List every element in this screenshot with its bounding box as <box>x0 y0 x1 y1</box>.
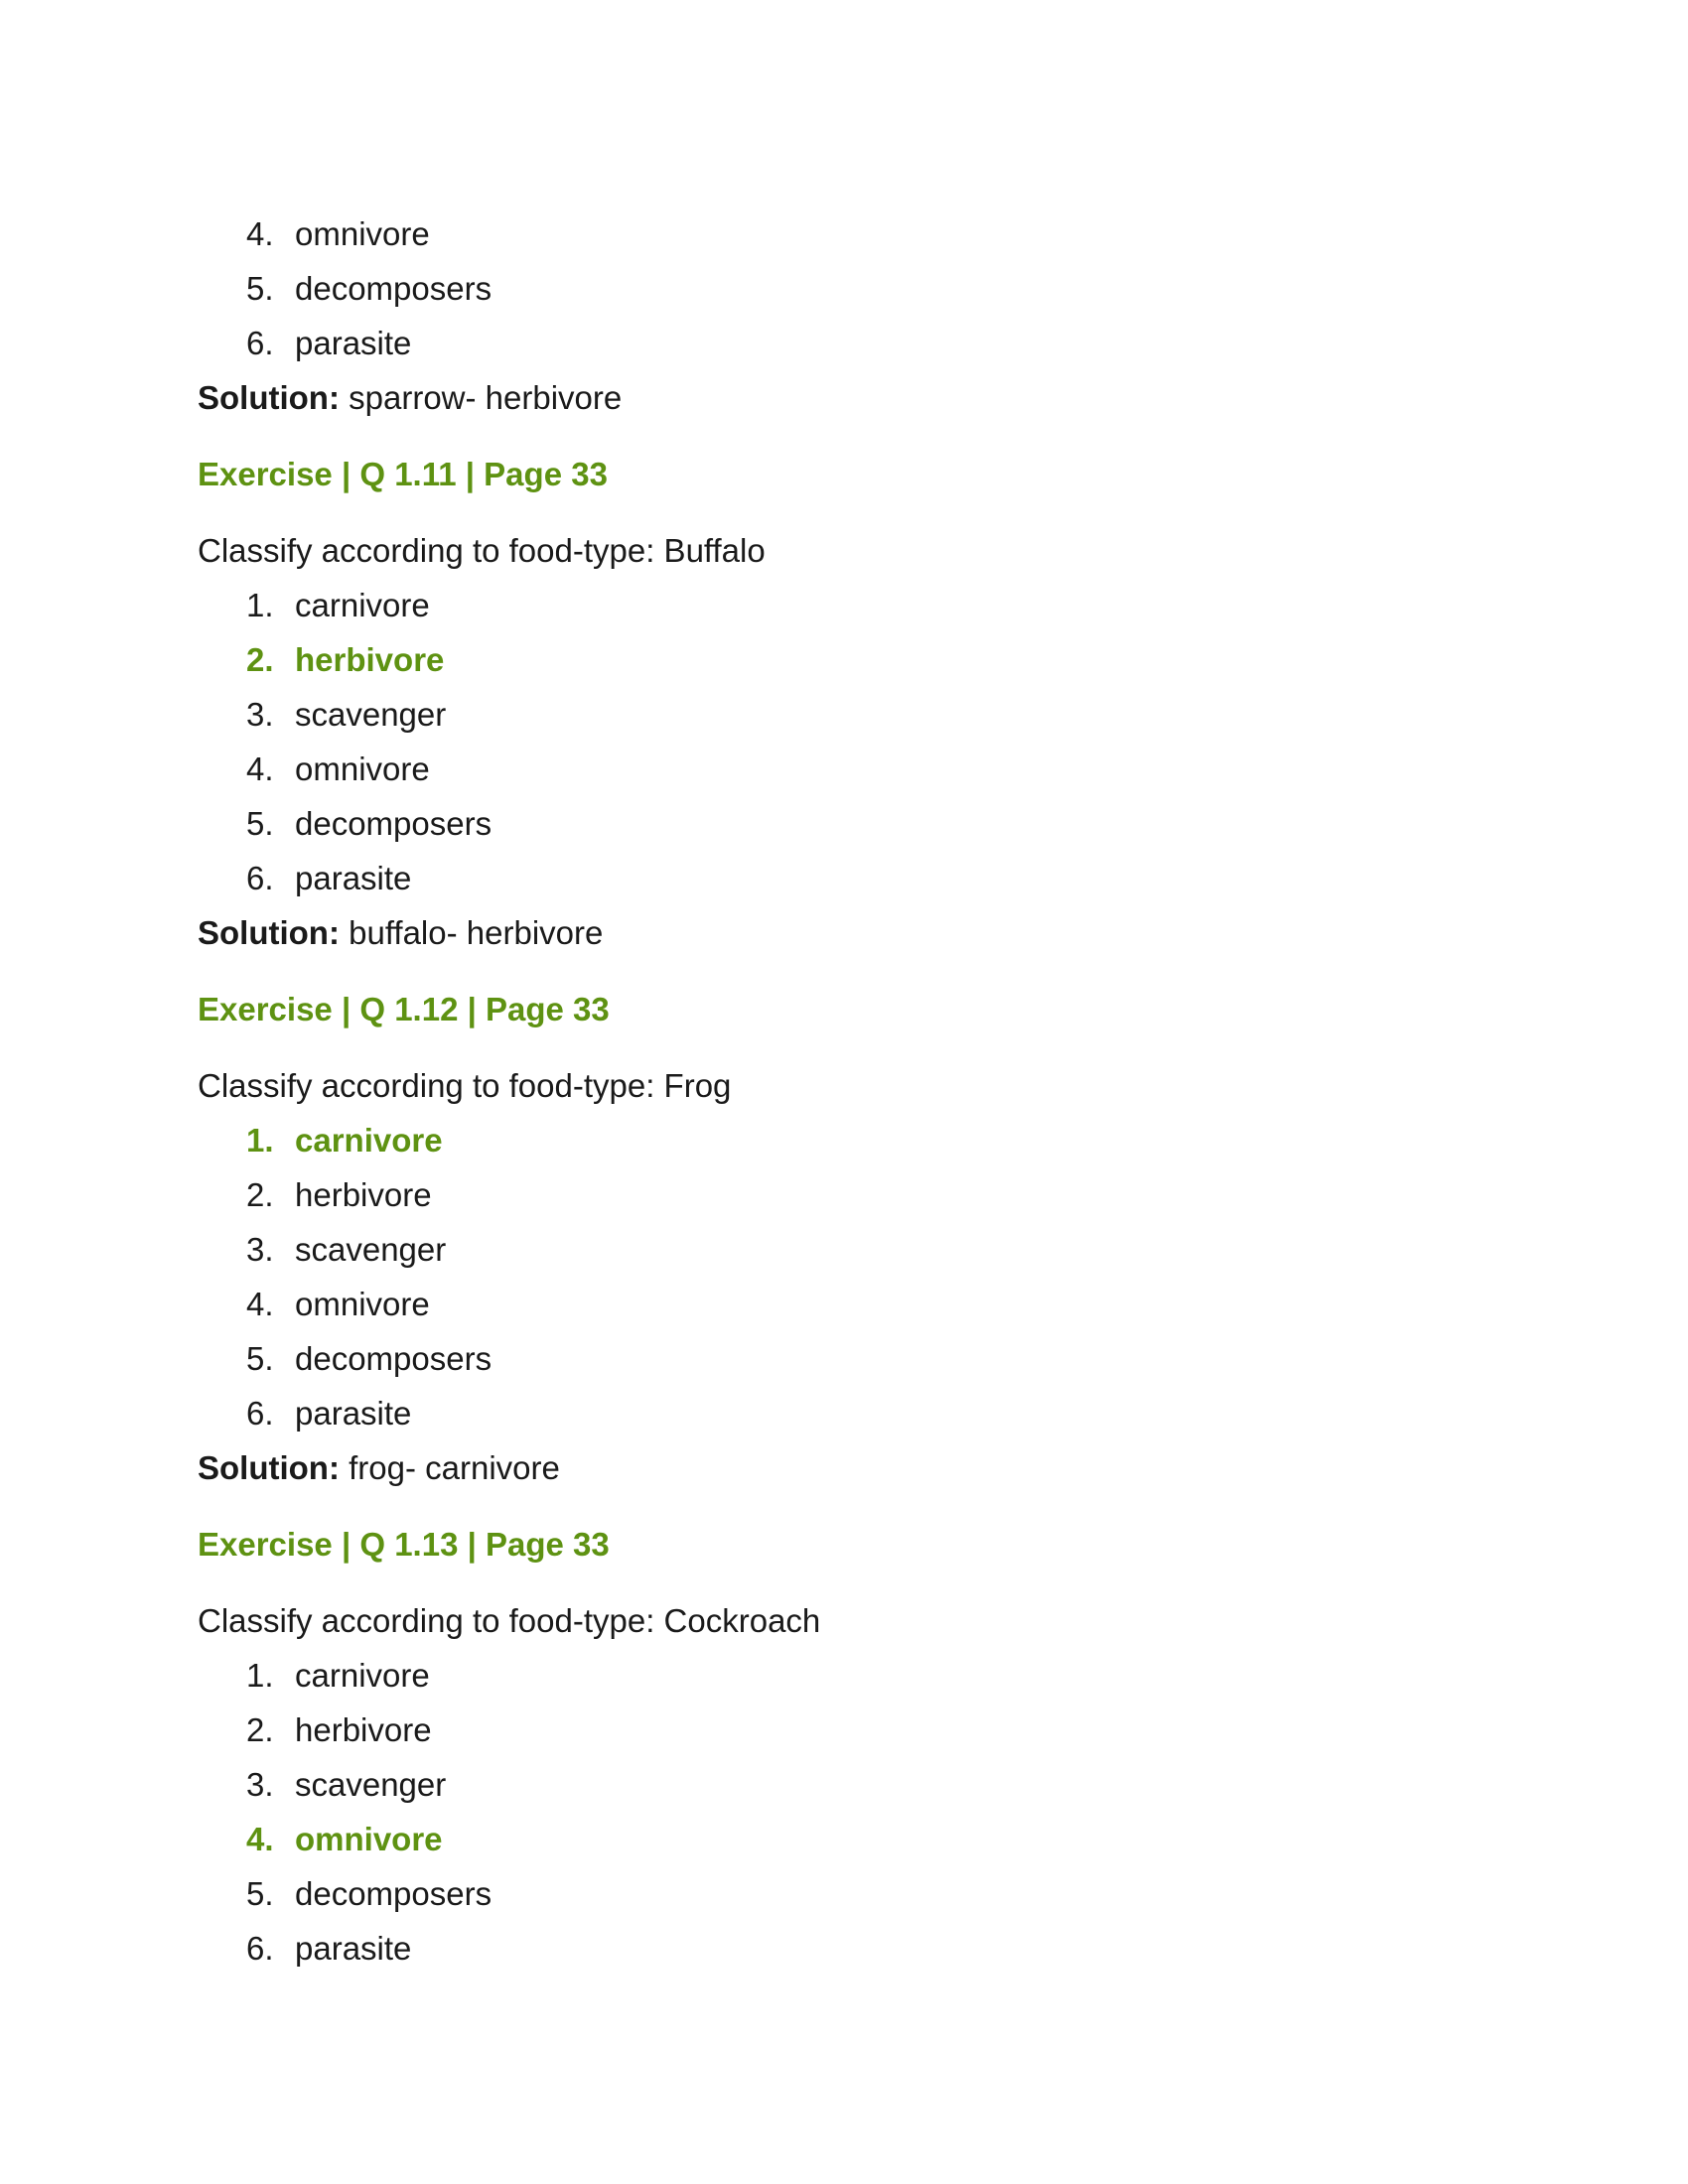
option-number: 5. <box>246 1340 274 1377</box>
question-text: Classify according to food-type: Buffalo <box>198 532 766 569</box>
question-text: Classify according to food-type: Cockroach <box>198 1602 821 1639</box>
option-number: 4. <box>246 1286 274 1322</box>
option-label: decomposers <box>295 805 492 842</box>
option-item <box>246 1866 1488 1921</box>
option-item <box>246 1167 1488 1222</box>
option-label: scavenger <box>295 696 447 733</box>
option-number: 2. <box>246 641 274 678</box>
option-item-correct <box>246 632 1488 687</box>
option-label: carnivore <box>295 1657 430 1694</box>
option-number: 6. <box>246 1930 274 1967</box>
option-item-correct <box>246 1812 1488 1866</box>
option-item <box>246 1703 1488 1757</box>
option-label: decomposers <box>295 270 492 307</box>
option-item <box>246 1331 1488 1386</box>
option-item <box>246 1277 1488 1331</box>
exercise-block <box>198 1517 1488 1976</box>
option-label: scavenger <box>295 1231 447 1268</box>
option-label: herbivore <box>295 1176 432 1213</box>
option-number: 1. <box>246 587 274 623</box>
exercise-heading[interactable]: Exercise | Q 1.13 | Page 33 <box>198 1526 610 1563</box>
solution-line <box>198 905 1488 960</box>
option-number: 5. <box>246 270 274 307</box>
option-item <box>246 206 1488 261</box>
option-label: herbivore <box>295 1711 432 1748</box>
exercise-block <box>198 447 1488 960</box>
option-label: omnivore <box>295 1286 430 1322</box>
option-number: 3. <box>246 1766 274 1803</box>
option-number: 4. <box>246 1821 274 1857</box>
solution-label: Solution: <box>198 1449 340 1486</box>
option-number: 3. <box>246 1231 274 1268</box>
option-number: 4. <box>246 215 274 252</box>
continuation-block <box>198 206 1488 425</box>
option-label: parasite <box>295 860 412 896</box>
option-label: decomposers <box>295 1875 492 1912</box>
option-number: 2. <box>246 1711 274 1748</box>
option-number: 5. <box>246 1875 274 1912</box>
option-number: 6. <box>246 1395 274 1432</box>
option-label: parasite <box>295 325 412 361</box>
solution-text: frog- carnivore <box>339 1449 560 1486</box>
exercise-block <box>198 982 1488 1495</box>
option-item <box>246 261 1488 316</box>
option-label: omnivore <box>295 751 430 787</box>
option-label: omnivore <box>295 1821 443 1857</box>
option-number: 1. <box>246 1122 274 1159</box>
option-number: 1. <box>246 1657 274 1694</box>
exercise-heading[interactable]: Exercise | Q 1.12 | Page 33 <box>198 991 610 1027</box>
option-item <box>246 742 1488 796</box>
option-number: 3. <box>246 696 274 733</box>
option-number: 2. <box>246 1176 274 1213</box>
solution-line <box>198 370 1488 425</box>
option-item <box>246 687 1488 742</box>
option-label: scavenger <box>295 1766 447 1803</box>
option-number: 6. <box>246 325 274 361</box>
option-number: 6. <box>246 860 274 896</box>
option-number: 5. <box>246 805 274 842</box>
question-text: Classify according to food-type: Frog <box>198 1067 732 1104</box>
solution-label: Solution: <box>198 914 340 951</box>
option-number: 4. <box>246 751 274 787</box>
option-item <box>246 851 1488 905</box>
option-item <box>246 1757 1488 1812</box>
option-label: herbivore <box>295 641 445 678</box>
option-label: decomposers <box>295 1340 492 1377</box>
solution-line <box>198 1440 1488 1495</box>
option-item <box>246 796 1488 851</box>
option-label: omnivore <box>295 215 430 252</box>
option-label: carnivore <box>295 1122 443 1159</box>
document-content <box>198 206 1488 1976</box>
option-item <box>246 316 1488 370</box>
option-label: parasite <box>295 1395 412 1432</box>
solution-label: Solution: <box>198 379 340 416</box>
option-item <box>246 1222 1488 1277</box>
option-item <box>246 578 1488 632</box>
solution-text: buffalo- herbivore <box>339 914 604 951</box>
option-label: parasite <box>295 1930 412 1967</box>
option-item <box>246 1648 1488 1703</box>
exercise-heading[interactable]: Exercise | Q 1.11 | Page 33 <box>198 456 608 492</box>
option-item <box>246 1921 1488 1976</box>
option-label: carnivore <box>295 587 430 623</box>
solution-text: sparrow- herbivore <box>339 379 623 416</box>
option-item <box>246 1386 1488 1440</box>
option-item-correct <box>246 1113 1488 1167</box>
